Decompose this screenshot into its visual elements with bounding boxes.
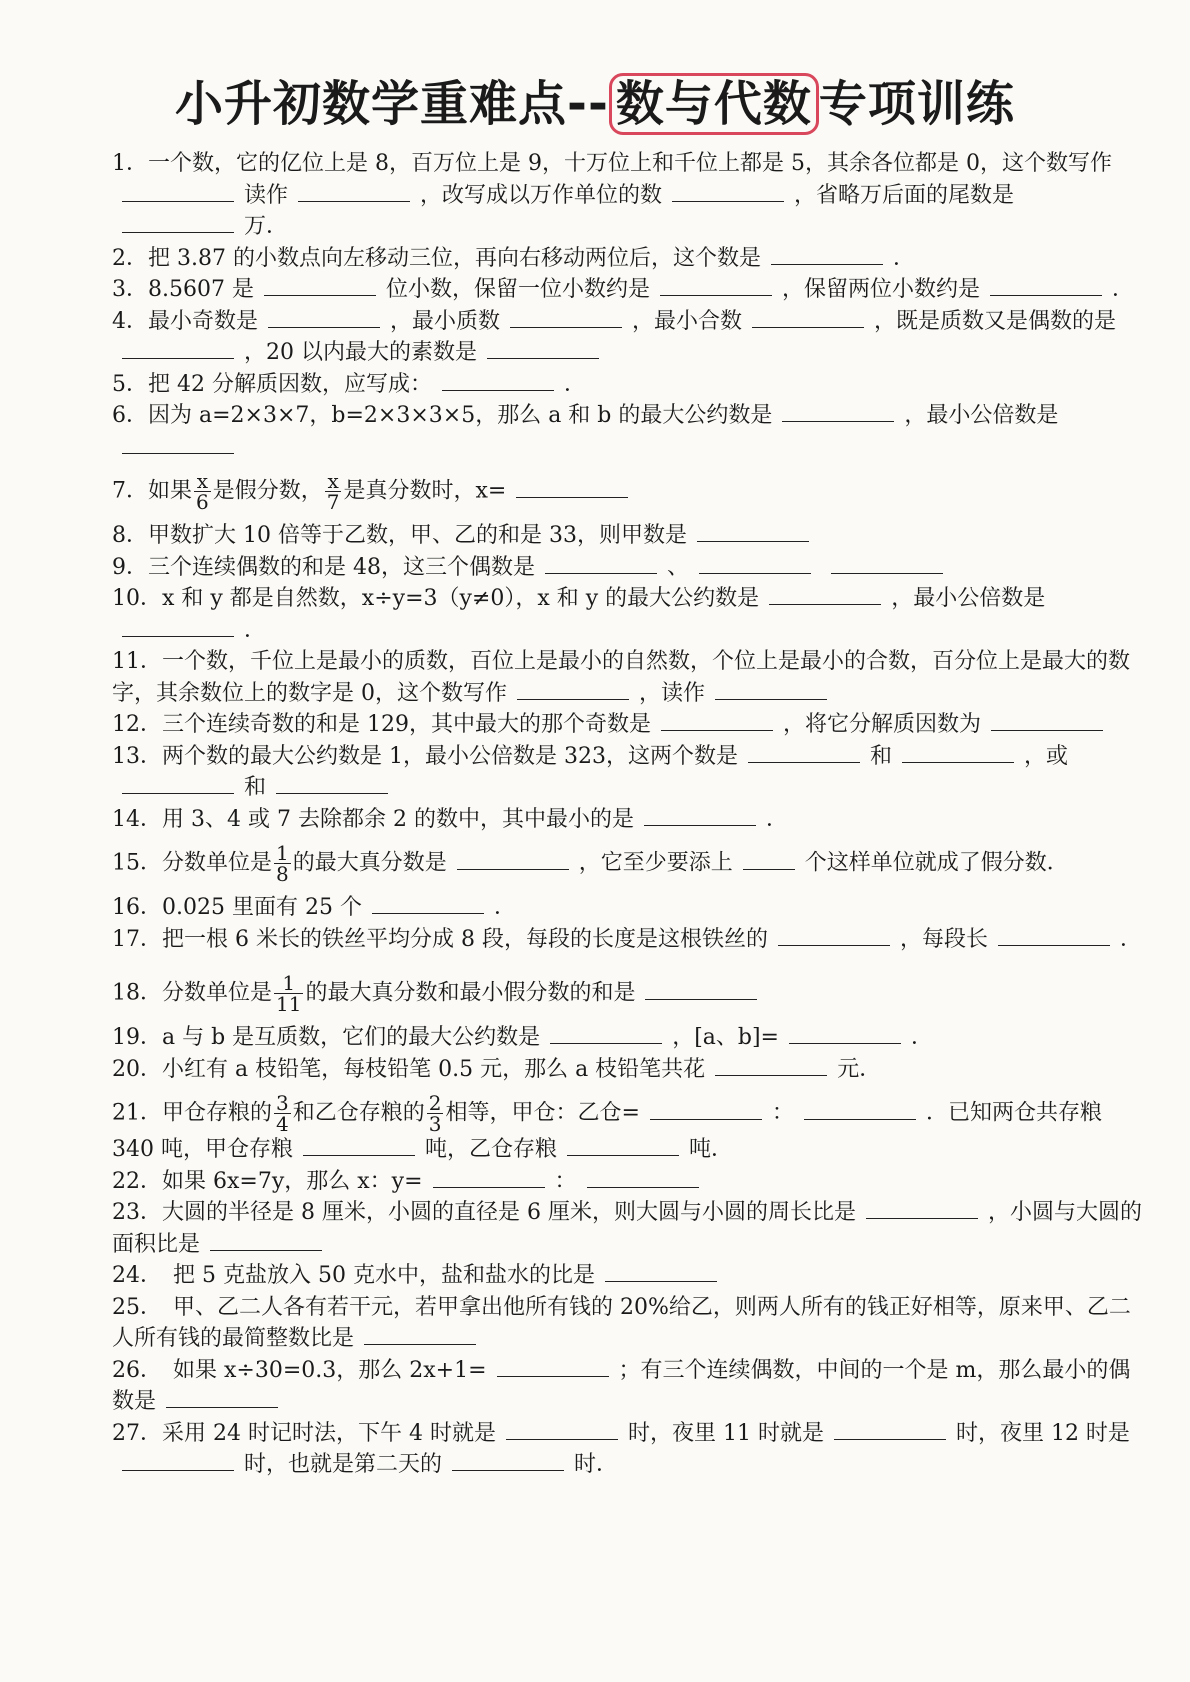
answer-blank[interactable] xyxy=(991,710,1103,731)
answer-blank[interactable] xyxy=(715,1055,827,1076)
question-4: 4．最小奇数是 ，最小质数 ，最小合数 ，既是质数又是偶数的是，20 以内最大的素数是 xyxy=(112,308,1117,365)
question-10: 10．x 和 y 都是自然数，x÷y=3（y≠0），x 和 y 的最大公约数是 ，最小公倍数是． xyxy=(112,586,1046,643)
answer-blank[interactable] xyxy=(497,1356,609,1377)
answer-blank[interactable] xyxy=(697,521,809,542)
answer-blank[interactable] xyxy=(452,1450,564,1471)
answer-blank[interactable] xyxy=(506,1419,618,1440)
question-11: 11．一个数，千位上是最小的质数，百位上是最小的自然数，个位上是最小的合数，百分位上是最大的数字，其余数位上的数字是 0，这个数写作 ，读作 xyxy=(112,649,1130,706)
question-21: 21．甲仓存粮的 $\frac{3}{4}$ 和乙仓存粮的 $\frac{2}{3}$ 相等，甲仓：乙仓= ： ．已知两仓共存粮 340 吨，甲仓存粮 吨，乙仓存粮 吨． xyxy=(112,1091,1102,1162)
question-19: 19．a 与 b 是互质数，它们的最大公约数是 ，[a、b]= ． xyxy=(112,1025,934,1050)
answer-blank[interactable] xyxy=(748,742,860,763)
answer-blank[interactable] xyxy=(769,584,881,605)
question-18: 18．分数单位是 $\frac{1}{11}$ 的最大真分数和最小假分数的和是 xyxy=(112,973,1142,1014)
fraction-1-over-11: $\frac{1}{11}$ xyxy=(276,971,302,1016)
question-17: 17．把一根 6 米长的铁丝平均分成 8 段，每段的长度是这根铁丝的 ，每段长 ． xyxy=(112,926,1142,952)
answer-blank[interactable] xyxy=(372,893,484,914)
question-20: 20．小红有 a 枝铅笔，每枝铅笔 0.5 元，那么 a 枝铅笔共花 元． xyxy=(112,1056,882,1082)
answer-blank[interactable] xyxy=(645,979,757,1000)
answer-blank[interactable] xyxy=(122,1450,234,1471)
answer-blank[interactable] xyxy=(276,773,388,794)
title-highlight: 数与代数 xyxy=(609,73,819,135)
answer-blank[interactable] xyxy=(902,742,1014,763)
answer-blank[interactable] xyxy=(545,553,657,574)
answer-blank[interactable] xyxy=(782,401,894,422)
question-24: 24． 把 5 克盐放入 50 克水中，盐和盐水的比是 xyxy=(112,1260,1142,1292)
question-7: 7．如果 $\frac{x}{6}$ 是假分数， $\frac{x}{7}$ 是真分数时，x= xyxy=(112,471,1142,512)
answer-blank[interactable] xyxy=(442,370,554,391)
answer-blank[interactable] xyxy=(122,212,234,233)
fraction-2-over-3: $\frac{2}{3}$ xyxy=(428,1091,442,1136)
fraction-x-over-7: $\frac{x}{7}$ xyxy=(326,469,340,514)
answer-blank[interactable] xyxy=(122,773,234,794)
question-16: 16．0.025 里面有 25 个 ． xyxy=(112,895,516,920)
answer-blank[interactable] xyxy=(210,1230,322,1251)
answer-blank[interactable] xyxy=(122,338,234,359)
question-22: 22．如果 6x=7y，那么 x：y= ： xyxy=(112,1166,1142,1198)
answer-blank[interactable] xyxy=(752,307,864,328)
answer-blank[interactable] xyxy=(661,710,773,731)
answer-blank[interactable] xyxy=(743,849,795,870)
question-5: 5．把 42 分解质因数，应写成： ． xyxy=(112,371,586,397)
question-12: 12．三个连续奇数的和是 129，其中最大的那个奇数是 ，将它分解质因数为 xyxy=(112,709,1142,741)
answer-blank[interactable] xyxy=(487,338,599,359)
answer-blank[interactable] xyxy=(550,1023,662,1044)
page-title xyxy=(0,72,1190,136)
answer-blank[interactable] xyxy=(804,1099,916,1120)
answer-blank[interactable] xyxy=(831,553,943,574)
question-23: 23．大圆的半径是 8 厘米，小圆的直径是 6 厘米，则大圆与小圆的周长比是 ，小圆与大圆的面积比是 xyxy=(112,1200,1142,1257)
title-prefix: 小升初数学重难点-- xyxy=(175,76,609,132)
answer-blank[interactable] xyxy=(605,1261,717,1282)
answer-blank[interactable] xyxy=(660,275,772,296)
answer-blank[interactable] xyxy=(517,679,629,700)
question-6: 6．因为 a=2×3×7，b=2×3×3×5，那么 a 和 b 的最大公约数是 ，最小公倍数是 xyxy=(112,400,1142,463)
question-14: 14．用 3、4 或 7 去除都余 2 的数中，其中最小的是 ． xyxy=(112,806,788,832)
answer-blank[interactable] xyxy=(998,925,1110,946)
answer-blank[interactable] xyxy=(567,1135,679,1156)
answer-blank[interactable] xyxy=(866,1198,978,1219)
question-9: 9．三个连续偶数的和是 48，这三个偶数是 、 xyxy=(112,552,1142,584)
fraction-1-over-8: $\frac{1}{8}$ xyxy=(276,841,289,886)
answer-blank[interactable] xyxy=(778,925,890,946)
answer-blank[interactable] xyxy=(650,1099,762,1120)
answer-blank[interactable] xyxy=(699,553,811,574)
question-2: 2．把 3.87 的小数点向左移动三位，再向右移动两位后，这个数是 ． xyxy=(112,245,915,271)
answer-blank[interactable] xyxy=(990,275,1102,296)
question-27: 27．采用 24 时记时法，下午 4 时就是 时，夜里 11 时就是 时，夜里 12 时是时，也就是第二天的 时． xyxy=(112,1420,1130,1477)
question-list xyxy=(112,148,1142,1481)
answer-blank[interactable] xyxy=(298,181,410,202)
answer-blank[interactable] xyxy=(672,181,784,202)
answer-blank[interactable] xyxy=(122,181,234,202)
answer-blank[interactable] xyxy=(433,1167,545,1188)
answer-blank[interactable] xyxy=(789,1023,901,1044)
answer-blank[interactable] xyxy=(268,307,380,328)
answer-blank[interactable] xyxy=(771,244,883,265)
answer-blank[interactable] xyxy=(122,433,234,454)
title-suffix: 专项训练 xyxy=(818,76,1015,132)
fraction-x-over-6: $\frac{x}{6}$ xyxy=(196,469,209,514)
question-15: 15．分数单位是 $\frac{1}{8}$ 的最大真分数是 ，它至少要添上 个这样单位就成了假分数． xyxy=(112,841,1069,886)
answer-blank[interactable] xyxy=(715,679,827,700)
answer-blank[interactable] xyxy=(122,616,234,637)
answer-blank[interactable] xyxy=(303,1135,415,1156)
answer-blank[interactable] xyxy=(834,1419,946,1440)
answer-blank[interactable] xyxy=(264,275,376,296)
question-13: 13．两个数的最大公约数是 1，最小公倍数是 323，这两个数是 和 ，或和 xyxy=(112,743,1069,800)
fraction-3-over-4: $\frac{3}{4}$ xyxy=(276,1091,289,1136)
question-26: 26． 如果 x÷30=0.3，那么 2x+1= ；有三个连续偶数，中间的一个是 m，那么最小的偶数是 xyxy=(112,1357,1131,1414)
question-3: 3．8.5607 是 位小数，保留一位小数约是 ，保留两位小数约是 ． xyxy=(112,277,1135,302)
answer-blank[interactable] xyxy=(457,849,569,870)
answer-blank[interactable] xyxy=(516,477,628,498)
answer-blank[interactable] xyxy=(587,1167,699,1188)
question-8: 8．甲数扩大 10 倍等于乙数，甲、乙的和是 33，则甲数是 xyxy=(112,520,1142,552)
answer-blank[interactable] xyxy=(510,307,622,328)
question-25: 25． 甲、乙二人各有若干元，若甲拿出他所有钱的 20%给乙，则两人所有的钱正好相等，原来甲、乙二人所有钱的最简整数比是 xyxy=(112,1294,1131,1351)
answer-blank[interactable] xyxy=(644,805,756,826)
question-1: 1．一个数，它的亿位上是 8，百万位上是 9，十万位上和千位上都是 5，其余各位都是 0，这个数写作读作 ，改写成以万作单位的数 ，省略万后面的尾数是万． xyxy=(112,151,1112,239)
answer-blank[interactable] xyxy=(166,1387,278,1408)
answer-blank[interactable] xyxy=(364,1324,476,1345)
